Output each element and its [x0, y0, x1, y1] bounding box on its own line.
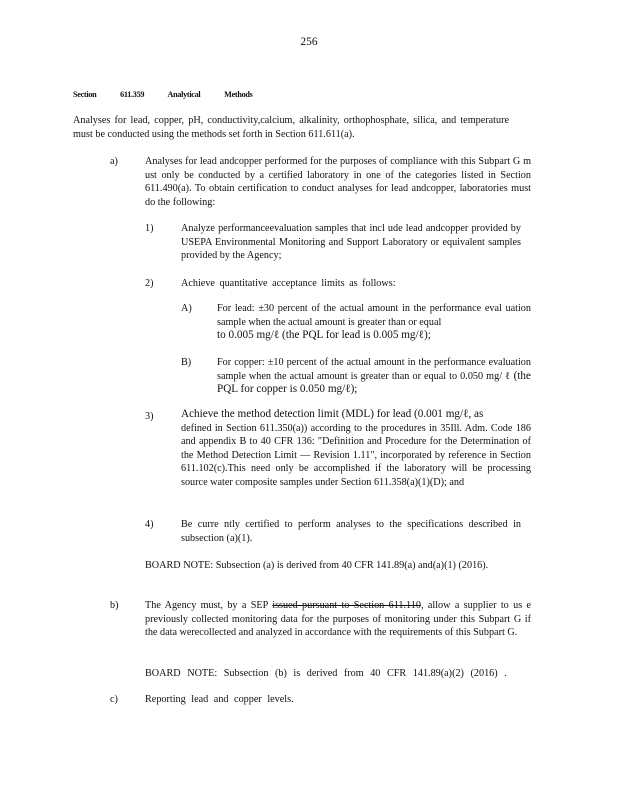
item-4-text: Be curre ntly certified to perform analyses to the specifications described in subsection (a)(1). [181, 519, 521, 544]
subsection-b-marker: b) [110, 600, 119, 611]
board-note-b: BOARD NOTE: Subsection (b) is derived from 40 CFR 141.89(a)(2) (2016) . [145, 668, 507, 679]
item-4-marker: 4) [145, 519, 154, 530]
item-3-text-large: Achieve the method detection limit (MDL) for lead (0.001 mg/ℓ, as [181, 408, 484, 420]
item-1-text: Analyze performanceevaluation samples that incl ude lead andcopper provided by USEPA Environmental Monitoring and Support Laboratory or equivalent samples provided by the Agency; [181, 223, 521, 261]
item-2-marker: 2) [145, 278, 154, 289]
subsection-b-struck-text: issued pursuant to Section 611.110 [272, 600, 421, 611]
subsection-b-text-before: The Agency must, by a SEP [145, 600, 268, 611]
item-3-marker: 3) [145, 411, 154, 422]
item-2a-text-large: to 0.005 mg/ℓ (the PQL for lead is 0.005 mg/ℓ); [217, 329, 431, 341]
intro-paragraph: Analyses for lead, copper, pH, conductivity,calcium, alkalinity, orthophosphate, silica, and temperature must be conducted using the methods set forth in Section 611.611(a). [73, 115, 509, 140]
section-heading: Section 611.359 Analytical Methods [73, 90, 253, 99]
item-2b-text-small: For copper: ±10 percent of the actual amount in the performance evaluation sample when the actual amount is greater than or equal to 0.050 mg/ ℓ [217, 357, 531, 382]
item-3-text: defined in Section 611.350(a)) according to the procedures in 35Ill. Adm. Code 186 and appendix B to 40 CFR 136: "Definition and Procedure for the Determination of the Method Detection Limit — Revision 1.11", incorporated by reference in Section 611.102(c).This need only be accomplished if the laboratory will be processing source water composite samples under Section 611.358(a)(1)(D); and [181, 422, 531, 488]
subsection-c-text: Reporting lead and copper levels. [145, 694, 294, 705]
item-2b-block [217, 356, 531, 397]
subsection-b-text-after: , allow a supplier to us e previously collected monitoring data for the purposes of monitoring under this Subpart G if the data werecollected and analyzed in accordance with the requirements of this Subpart G. [145, 600, 532, 638]
item-3-block [181, 408, 531, 489]
item-2a-block [217, 302, 531, 343]
item-2b-text [217, 356, 531, 397]
subsection-a-text: Analyses for lead andcopper performed for the purposes of compliance with this Subpart G m ust only be conducted by a certified laboratory in one of the categories listed in Section 611.490(a). To obtain certification to conduct analyses for lead andcopper, laboratories must do the following: [145, 156, 531, 208]
subsection-b-text [145, 599, 531, 640]
subsection-c-marker: c) [110, 694, 118, 705]
item-2a-marker: A) [181, 303, 192, 314]
subsection-a-marker: a) [110, 156, 118, 167]
item-2b-marker: B) [181, 357, 192, 368]
page-number: 256 [300, 36, 318, 48]
item-1-marker: 1) [145, 223, 154, 234]
item-2-text: Achieve quantitative acceptance limits as follows: [181, 278, 396, 289]
item-2a-text: For lead: ±30 percent of the actual amount in the performance eval uation sample when the actual amount is greater than or equal [217, 303, 531, 328]
item-2b-text-large: (the PQL for copper is 0.050 mg/ℓ); [217, 369, 531, 395]
board-note-a: BOARD NOTE: Subsection (a) is derived from 40 CFR 141.89(a) and(a)(1) (2016). [145, 560, 489, 571]
